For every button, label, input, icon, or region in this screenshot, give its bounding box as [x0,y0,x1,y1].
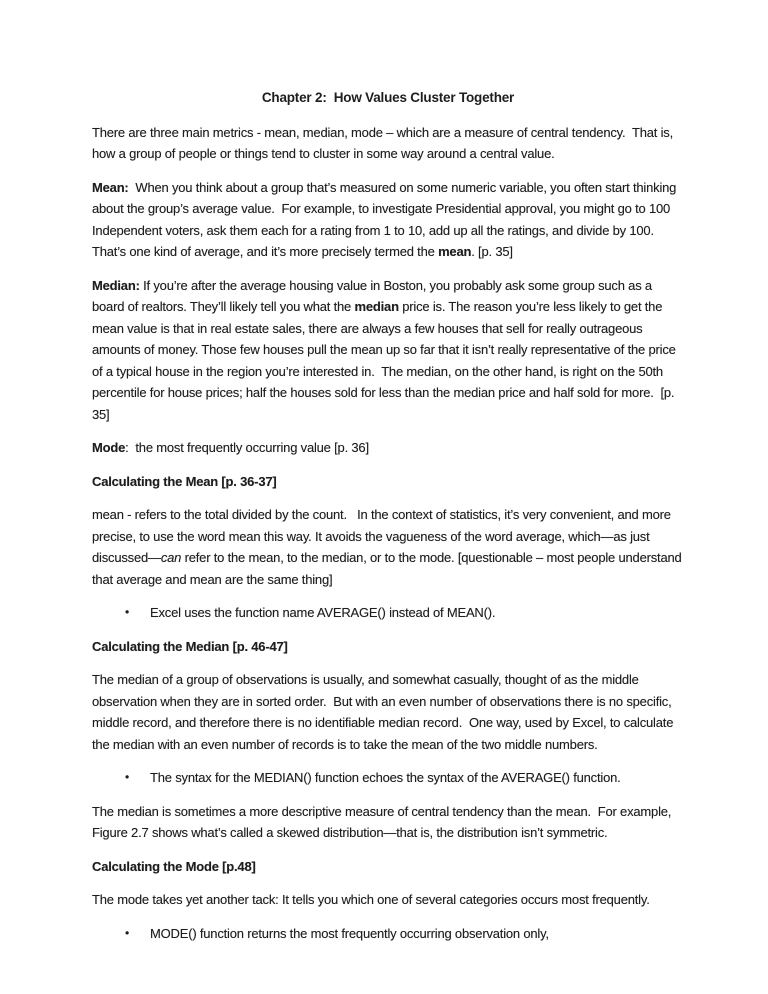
document-title: Chapter 2: How Values Cluster Together [261,90,515,105]
bullet-text [150,602,684,624]
text-run: The syntax for the MEDIAN() function echoes the syntax of the AVERAGE() function. [150,770,621,785]
text-run: There are three main metrics - mean, median, mode – which are a measure of central tendency. That is, how a group of people or things tend to cluster in some way around a central value. [92,124,677,161]
bullet-text [150,767,684,789]
text-run: mean - refers to the total divided by the count. In the context of statistics, it’s very convenient, and more precise, to use the word mean this way. It avoids the vagueness of the word average, which—as just discussed— [92,507,675,565]
bullet-icon: • [125,770,130,784]
paragraph [92,177,684,263]
bullet-icon: • [125,605,130,619]
text-run: refer to the mean, to the median, or to the mode. [questionable – most people understand that average and mean are the same thing] [92,550,685,587]
bullet-item [92,602,684,624]
section-heading [92,636,684,658]
text-run: Mode [92,440,126,455]
paragraph [92,889,684,911]
text-run: The median of a group of observations is usually, and somewhat casually, thought of as the middle observation when they are in sorted order. But with an even number of observations there is no specific, middle record, and therefore there is no identifiable median record. One way, used by Excel, to calculate the median with an even number of records is to take the mean of the two middle numbers. [92,672,677,752]
text-run: Calculating the Mode [p.48] [92,858,256,874]
text-run: The median is sometimes a more descriptive measure of central tendency than the mean. For example, Figure 2.7 shows what’s called a skewed distribution—that is, the distribution isn’t symmetric. [92,803,675,840]
text-run: Mean: [92,179,129,195]
text-run: If you’re after the average housing value in Boston, you probably ask some group such as a board of realtors. They’ll likely tell you what the [92,277,656,314]
section-heading [92,856,684,878]
paragraph [92,437,684,459]
document-body [92,122,684,945]
paragraph [92,801,684,844]
text-run: MODE() function returns the most frequently occurring observation only, [150,925,549,941]
text-run: mean [438,244,472,259]
text-run: Excel uses the function name AVERAGE() instead of MEAN(). [150,605,496,620]
text-run: Calculating the Median [p. 46-47] [92,638,288,654]
paragraph [92,275,684,426]
text-run: Calculating the Mean [p. 36-37] [92,473,277,489]
text-run: can [160,550,182,565]
text-run: When you think about a group that’s measured on some numeric variable, you often start thinking about the group’s average value. For example, to investigate Presidential approval, you might go to 100 Independent voters, ask them each for a rating from 1 to 10, add up all the ratings, and divide by 100. That’s one kind of average, and it’s more precisely termed the [92,179,680,259]
bullet-text [150,923,684,945]
text-run: The mode takes yet another tack: It tells you which one of several categories occurs most frequently. [92,892,650,907]
paragraph [92,504,684,590]
bullet-item [92,923,684,945]
paragraph [92,122,684,165]
bullet-item [92,767,684,789]
bullet-icon: • [125,925,130,940]
paragraph [92,669,684,755]
text-run: price is. The reason you’re less likely to get the mean value is that in real estate sales, there are always a few houses that sell for really outrageous amounts of money. Those few houses pull the mean up so far that it isn’t really representative of the price of a typical house in the region you’re interested in. The median, on the other hand, is right on the 50th percentile for house prices; half the houses sold for less than the median price and half sold for more. [p. 35] [92,299,680,422]
text-run: median [354,299,399,314]
text-run: Median: [92,277,140,293]
text-run: : the most frequently occurring value [p. 36] [125,440,369,455]
section-heading [92,471,684,493]
text-run: . [p. 35] [471,244,513,259]
